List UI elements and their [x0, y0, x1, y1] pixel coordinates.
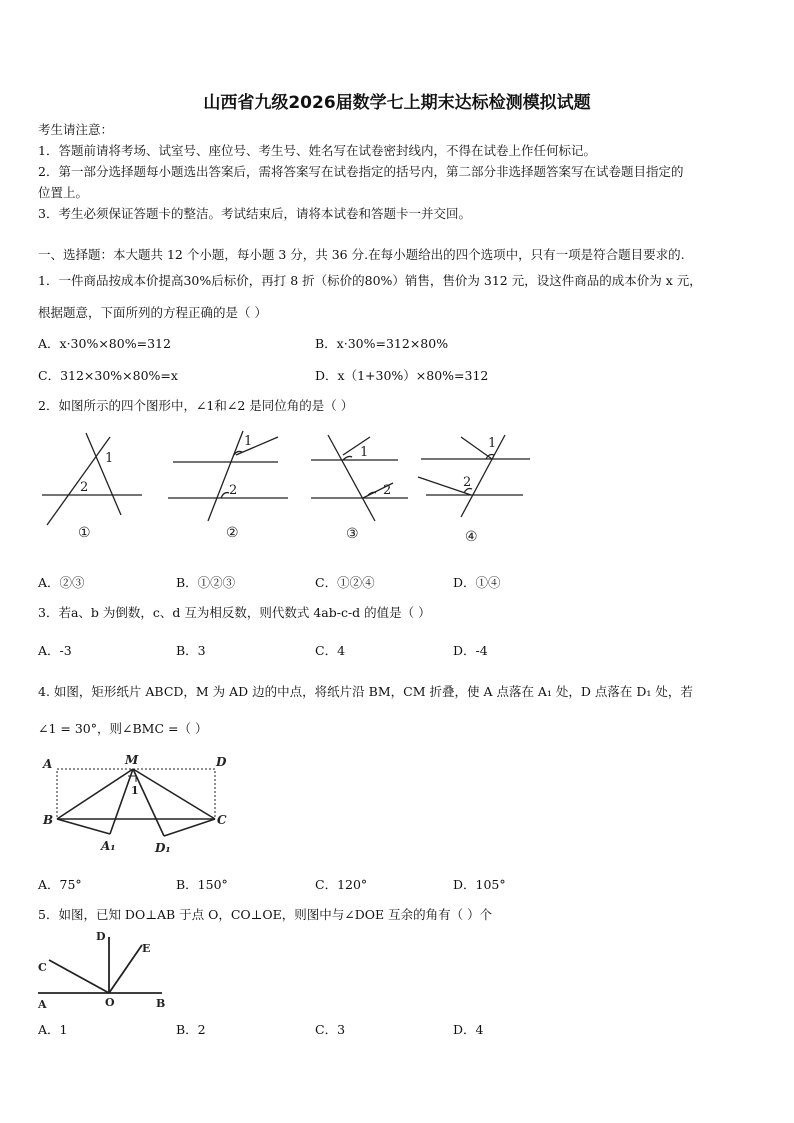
q5-option-b: B．2	[176, 1022, 206, 1037]
q2-figure-1	[42, 433, 142, 541]
q5-label-c: C	[38, 961, 47, 974]
q1-option-d: D．x（1+30%）×80%=312	[315, 368, 489, 383]
q1-option-c: C．312×30%×80%=x	[38, 368, 178, 383]
q5-label-e: E	[142, 942, 151, 955]
q2-option-c: C．①②④	[315, 575, 375, 590]
page-title: 山西省九级2026届数学七上期末达标检测模拟试题	[203, 93, 591, 113]
q2-fig4-label: ④	[465, 529, 478, 545]
q5-option-a: A．1	[38, 1022, 68, 1037]
q4-option-a: A．75°	[38, 877, 82, 892]
q4-label-c: C	[217, 813, 227, 827]
q2-fig1-label: ①	[78, 525, 91, 541]
q5-option-d: D．4	[453, 1022, 484, 1037]
q4-figure	[38, 750, 238, 860]
q3-option-a: A．-3	[38, 643, 72, 658]
notice-item-2b: 位置上。	[38, 185, 89, 200]
q4-label-angle1: 1	[131, 784, 139, 797]
q2-fig3-angle2: 2	[383, 483, 392, 498]
notice-item-1: 1．答题前请将考场、试室号、座位号、考生号、姓名写在试卷密封线内，不得在试卷上作任何标记。	[38, 143, 596, 158]
q1-line2: 根据题意，下面所列的方程正确的是（ ）	[38, 305, 267, 320]
q3-stem: 3．若a、b 为倒数，c、d 互为相反数，则代数式 4ab-c-d 的值是（ ）	[38, 605, 431, 620]
section-heading: 一、选择题：本大题共 12 个小题，每小题 3 分，共 36 分.在每小题给出的四个选项中，只有一项是符合题目要求的.	[38, 247, 685, 262]
notice-heading: 考生请注意：	[38, 122, 114, 137]
q5-label-d: D	[96, 930, 106, 943]
q5-label-o: O	[105, 996, 115, 1009]
q4-option-d: D．105°	[453, 877, 506, 892]
q2-fig3-angle1: 1	[360, 445, 369, 460]
q2-fig2-label: ②	[226, 525, 239, 541]
q4-label-b: B	[43, 813, 54, 827]
notice-item-2a: 2．第一部分选择题每小题选出答案后，需将答案写在试卷指定的括号内，第二部分非选择题答案写在试卷题目指定的	[38, 164, 684, 179]
q2-fig4-angle2: 2	[463, 475, 472, 490]
q2-figure-2	[168, 431, 288, 541]
notice-item-3: 3．考生必须保证答题卡的整洁。考试结束后，请将本试卷和答题卡一并交回。	[38, 206, 471, 221]
q3-option-c: C．4	[315, 643, 346, 658]
q4-label-d1: D₁	[155, 841, 171, 855]
q5-label-b: B	[156, 997, 166, 1010]
q2-figure-3	[311, 435, 408, 542]
q2-fig4-angle1: 1	[488, 436, 497, 451]
q2-figure-4	[418, 435, 530, 545]
q2-fig3-label: ③	[346, 526, 359, 542]
q5-figure	[34, 925, 174, 1015]
q2-fig1-angle2: 2	[80, 480, 89, 495]
q3-option-d: D．-4	[453, 643, 488, 658]
q4-label-d: D	[216, 755, 227, 769]
q4-option-b: B．150°	[176, 877, 228, 892]
q2-fig1-angle1: 1	[105, 451, 114, 466]
q2-figures	[38, 425, 538, 550]
q2-option-d: D．①④	[453, 575, 501, 590]
q5-stem: 5．如图，已知 DO⊥AB 于点 O，CO⊥OE，则图中与∠DOE 互余的角有（ ）个	[38, 907, 493, 922]
q4-label-m: M	[125, 753, 139, 767]
q4-option-c: C．120°	[315, 877, 368, 892]
q4-line1: 4. 如图，矩形纸片 ABCD，M 为 AD 边的中点，将纸片沿 BM，CM 折叠，使 A 点落在 A₁ 处，D 点落在 D₁ 处，若	[38, 684, 693, 699]
q2-stem: 2．如图所示的四个图形中，∠1和∠2 是同位角的是（ ）	[38, 398, 354, 413]
q1-line1: 1．一件商品按成本价提高30%后标价，再打 8 折（标价的80%）销售，售价为 312 元，设这件商品的成本价为 x 元，	[38, 273, 702, 288]
q1-option-a: A．x·30%×80%=312	[38, 336, 171, 351]
q2-fig2-angle1: 1	[244, 434, 253, 449]
q2-option-b: B．①②③	[176, 575, 236, 590]
q4-label-a1: A₁	[101, 839, 116, 853]
q4-label-a: A	[43, 757, 53, 771]
q4-line2: ∠1 = 30°，则∠BMC =（ ）	[38, 721, 208, 736]
q5-label-a: A	[38, 998, 47, 1011]
q5-option-c: C．3	[315, 1022, 346, 1037]
q3-option-b: B．3	[176, 643, 206, 658]
q2-fig2-angle2: 2	[229, 483, 238, 498]
q1-option-b: B．x·30%=312×80%	[315, 336, 449, 351]
q2-option-a: A．②③	[38, 575, 85, 590]
